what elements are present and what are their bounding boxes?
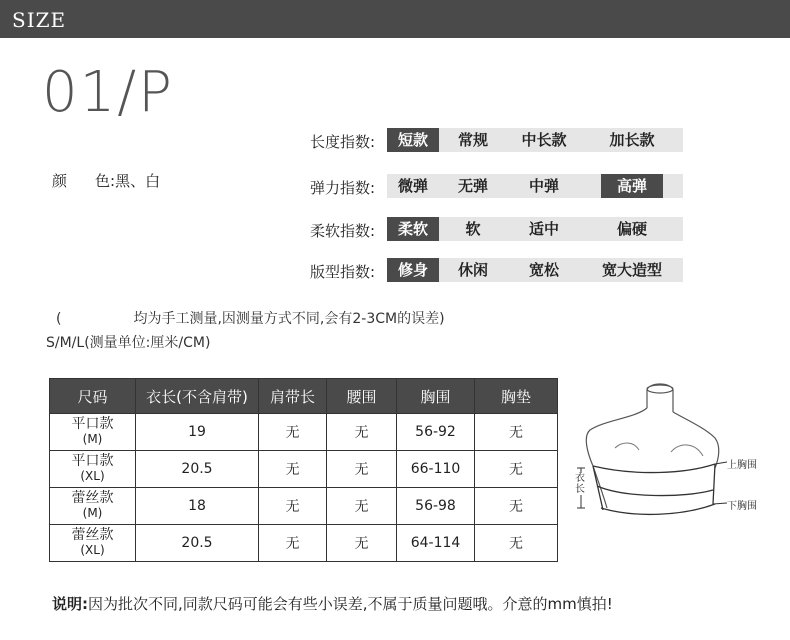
index-option: 柔软 [387,217,439,241]
table-cell: 66-110 [397,451,475,488]
index-option: 软 [465,220,481,238]
table-row [50,488,558,525]
mannequin-diagram [575,378,775,542]
index-label: 版型指数: [310,263,376,281]
table-header-row [50,379,558,414]
index-option: 无弹 [457,177,488,195]
unit-note: S/M/L(测量单位:厘米/CM) [46,335,211,351]
table-cell: 64-114 [397,525,475,562]
table-cell: 无 [259,451,327,488]
size-name-cell: 蕾丝款 (M) [50,488,136,525]
color-label-2: 色: [95,172,116,190]
color-value: 黑、白 [115,172,161,190]
note-text: 均为手工测量,因测量方式不同,会有2-3CM的误差) [133,311,445,327]
table-cell: 无 [475,451,558,488]
size-name-cell: 平口款 (XL) [50,451,136,488]
footer-note [52,593,613,614]
size-name-cell: 平口款 (M) [50,414,136,451]
product-code: 01/P [42,60,174,125]
table-row [50,525,558,562]
index-option: 微弹 [397,177,428,195]
table-row [50,451,558,488]
table-cell: 无 [327,414,397,451]
table-cell: 无 [475,488,558,525]
column-header: 胸垫 [475,379,558,414]
index-row-fit [310,258,690,282]
index-bar [387,174,683,198]
index-option: 适中 [528,220,559,238]
footer-label: 说明: [52,595,88,613]
index-label: 长度指数: [310,133,376,151]
table-cell: 无 [327,451,397,488]
index-option: 加长款 [609,131,655,149]
table-cell: 无 [475,525,558,562]
index-bar [387,128,683,152]
table-cell: 无 [259,488,327,525]
column-header: 胸围 [397,379,475,414]
index-option: 宽松 [528,261,559,279]
header-bar [0,0,790,38]
index-option: 中长款 [521,131,567,149]
index-row-softness [310,217,690,241]
index-option: 中弹 [528,177,559,195]
header-title: SIZE [12,8,67,32]
length-label: 衣长 [575,473,585,495]
table-cell: 56-92 [397,414,475,451]
lower-bust-label: 下胸围 [727,501,757,512]
index-option: 短款 [387,128,439,152]
table-cell: 19 [136,414,259,451]
table-cell: 56-98 [397,488,475,525]
index-row-length [310,128,690,152]
color-info [52,170,160,191]
index-label: 柔软指数: [310,222,376,240]
upper-bust-label: 上胸围 [727,460,757,471]
index-option: 偏硬 [616,220,647,238]
table-cell: 无 [475,414,558,451]
note-open-paren: ( [56,311,62,327]
index-option: 宽大造型 [601,261,662,279]
column-header: 肩带长 [259,379,327,414]
table-row [50,414,558,451]
index-option: 常规 [457,131,488,149]
table-cell: 20.5 [136,451,259,488]
footer-text: 因为批次不同,同款尺码可能会有些小误差,不属于质量问题哦。介意的mm慎拍! [88,595,613,613]
table-cell: 18 [136,488,259,525]
column-header: 尺码 [50,379,136,414]
index-bar [387,258,683,282]
index-row-elasticity [310,174,690,198]
index-option: 休闲 [457,261,488,279]
size-table [49,378,558,562]
column-header: 衣长(不含肩带) [136,379,259,414]
measurement-note [56,308,445,328]
table-cell: 无 [259,525,327,562]
table-cell: 20.5 [136,525,259,562]
index-option: 修身 [387,258,439,282]
size-name-cell: 蕾丝款 (XL) [50,525,136,562]
table-cell: 无 [327,488,397,525]
index-label: 弹力指数: [310,179,376,197]
column-header: 腰围 [327,379,397,414]
index-bar [387,217,683,241]
index-option: 高弹 [601,174,663,198]
table-cell: 无 [327,525,397,562]
color-label-1: 颜 [52,172,68,190]
table-cell: 无 [259,414,327,451]
